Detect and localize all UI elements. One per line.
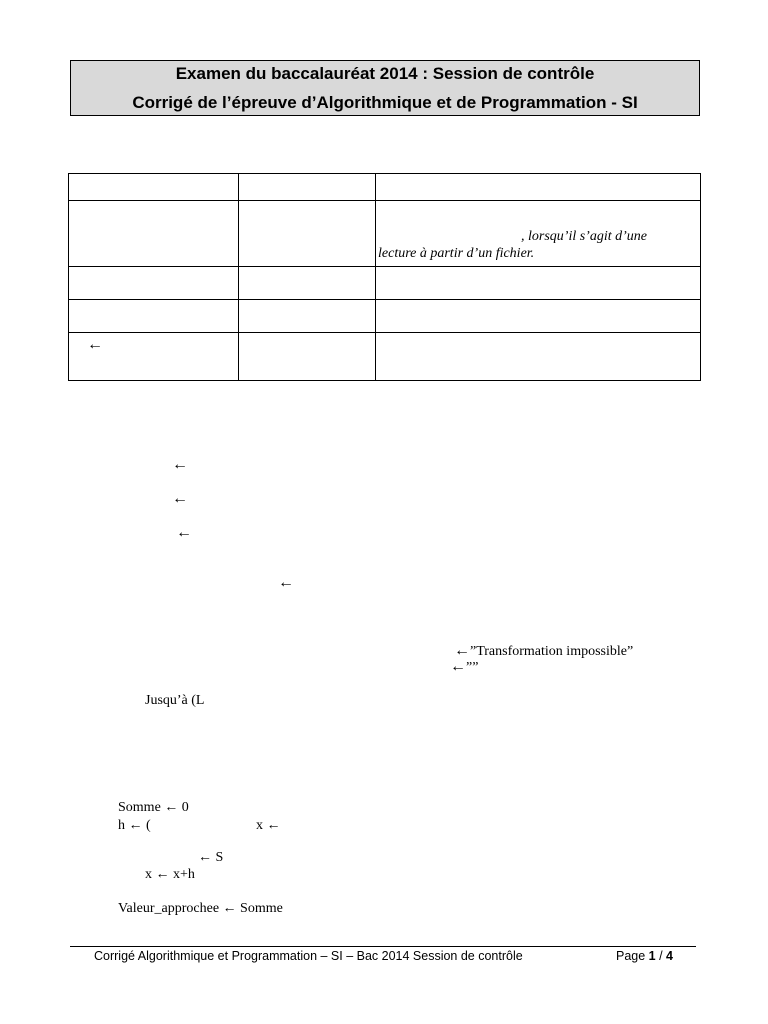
s-assignment: ← S: [198, 850, 224, 865]
table-cell: [376, 174, 701, 201]
note-line: lecture à partir d’un fichier.: [378, 246, 535, 261]
table-cell: [376, 267, 701, 300]
empty-string-value: ””: [466, 660, 479, 675]
table-cell: [376, 300, 701, 333]
table-cell: [69, 174, 239, 201]
assign-arrow-icon: ←: [172, 490, 188, 507]
table-cell: [69, 333, 239, 381]
transformation-message: ”Transformation impossible”: [470, 644, 634, 659]
table-cell: [69, 300, 239, 333]
table-cell: [239, 267, 376, 300]
table-row: [69, 300, 701, 333]
page-separator: /: [655, 949, 667, 963]
assign-arrow-icon: ←: [176, 524, 192, 541]
page-number: [616, 949, 673, 963]
table-cell: [69, 201, 239, 267]
table-cell: [376, 201, 701, 267]
until-condition: Jusqu’à (L: [145, 693, 205, 708]
table-cell: [239, 300, 376, 333]
table-cell: [376, 333, 701, 381]
assign-arrow-icon: ←: [454, 642, 470, 659]
table-row: [69, 267, 701, 300]
x-assignment: x ←: [256, 818, 281, 833]
x-increment: x ← x+h: [145, 867, 195, 882]
page-total: 4: [666, 949, 673, 963]
exam-header: [70, 60, 700, 116]
header-subtitle: Corrigé de l’épreuve d’Algorithmique et de Programmation - SI: [132, 93, 638, 112]
empty-string-line: [450, 658, 478, 676]
assign-arrow-icon: ←: [278, 574, 294, 591]
page-label: Page: [616, 949, 649, 963]
assign-arrow-icon: ←: [87, 336, 103, 353]
note-line: , lorsqu’il s’agit d’une: [521, 229, 647, 244]
header-title: Examen du baccalauréat 2014 : Session de contrôle: [175, 64, 595, 83]
footer-text: Corrigé Algorithmique et Programmation – SI – Bac 2014 Session de contrôle: [94, 949, 523, 963]
transformation-line: [454, 642, 633, 660]
assign-arrow-icon: ←: [450, 658, 466, 675]
answer-table: [68, 173, 701, 381]
assign-arrow-icon: ←: [172, 456, 188, 473]
table-row: [69, 201, 701, 267]
h-assignment: h ← (: [118, 818, 151, 833]
table-cell: [69, 267, 239, 300]
valeur-approchee: Valeur_approchee ← Somme: [118, 901, 283, 916]
page-current: 1: [648, 949, 656, 963]
file-reading-note: [378, 228, 696, 262]
table-cell: [239, 174, 376, 201]
somme-init: Somme ← 0: [118, 800, 189, 815]
table-row: [69, 174, 701, 201]
table-cell: [239, 201, 376, 267]
table-cell: [239, 333, 376, 381]
table-row: [69, 333, 701, 381]
footer-divider: [70, 946, 696, 947]
